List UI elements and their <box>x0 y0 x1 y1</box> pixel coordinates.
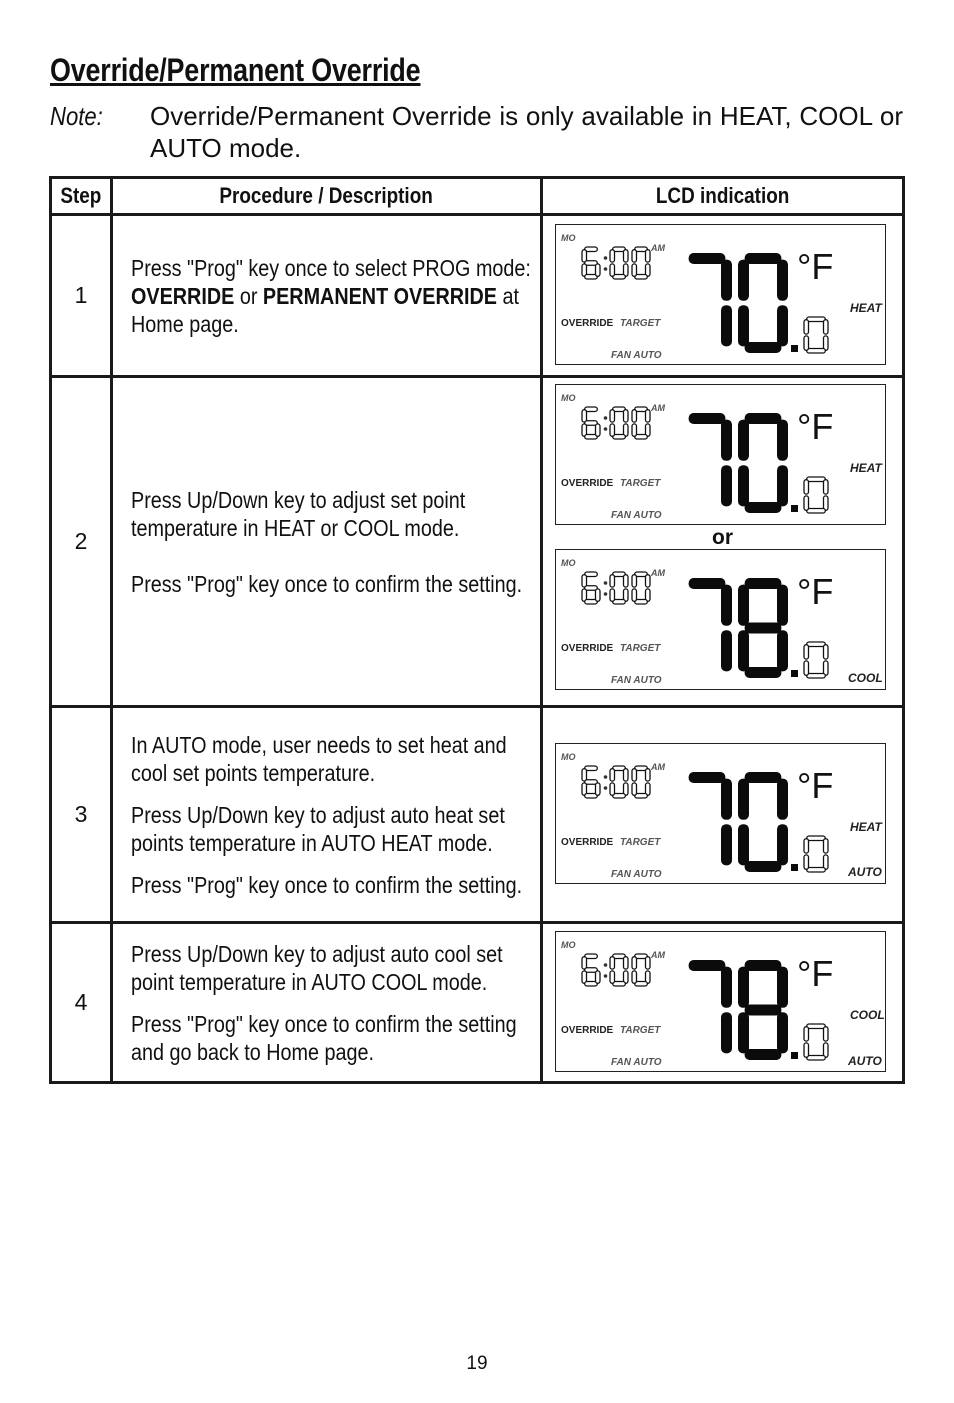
time-digit <box>632 766 650 798</box>
step-number: 1 <box>51 215 112 377</box>
lcd-cell <box>542 377 904 707</box>
fan-label: FAN AUTO <box>611 869 662 880</box>
desc-paragraph: Press Up/Down key to adjust set point temperature in HEAT or COOL mode. <box>131 486 466 541</box>
unit-label: °F <box>797 406 834 447</box>
unit-label: °F <box>797 953 834 994</box>
step-description <box>112 923 542 1083</box>
target-label: TARGET <box>620 1025 661 1036</box>
desc-paragraph: Press "Prog" key once to confirm the setting. <box>131 570 523 597</box>
unit-label: °F <box>797 246 834 287</box>
temp-decimal-digit <box>804 317 828 353</box>
temp-decimal-digit <box>804 1024 828 1060</box>
temp-digit <box>738 253 788 353</box>
temp-decimal-digit <box>804 836 828 872</box>
step-description <box>112 377 542 707</box>
desc-paragraph: In AUTO mode, user needs to set heat and cool set points temperature. <box>131 731 507 786</box>
lcd-display <box>555 549 886 690</box>
lcd-cell <box>542 707 904 923</box>
override-label: OVERRIDE <box>561 643 614 654</box>
table-row <box>51 923 904 1083</box>
override-label: OVERRIDE <box>561 478 614 489</box>
lcd-cell <box>542 923 904 1083</box>
day-label: MO <box>561 752 576 762</box>
ampm-label: AM <box>651 762 665 772</box>
day-label: MO <box>561 558 576 568</box>
procedure-table <box>49 176 905 1084</box>
time-digit <box>610 407 628 439</box>
time-readout <box>582 572 650 604</box>
target-label: TARGET <box>620 837 661 848</box>
override-label: OVERRIDE <box>561 1025 614 1036</box>
time-readout <box>582 407 650 439</box>
fan-label: FAN AUTO <box>611 510 662 521</box>
target-label: TARGET <box>620 478 661 489</box>
day-label: MO <box>561 940 576 950</box>
mode-top-label: HEAT <box>850 820 882 834</box>
step-number: 4 <box>51 923 112 1083</box>
time-readout <box>582 766 650 798</box>
ampm-label: AM <box>651 568 665 578</box>
time-digit <box>582 407 600 439</box>
step-description: Press "Prog" key once to select PROG mode: OVERRIDE or PERMANENT OVERRIDE at Home page. <box>112 215 542 377</box>
header-procedure: Procedure / Description <box>112 178 542 215</box>
lcd-display <box>555 931 886 1072</box>
temp-decimal-digit <box>804 642 828 678</box>
fan-label: FAN AUTO <box>611 350 662 361</box>
lcd-display <box>555 224 886 365</box>
mode-top-label: HEAT <box>850 461 882 475</box>
table-header-row <box>51 178 904 215</box>
page-title: Override/Permanent Override <box>50 52 421 88</box>
time-digit <box>632 572 650 604</box>
time-digit <box>582 954 600 986</box>
unit-label: °F <box>797 571 834 612</box>
time-digit <box>610 954 628 986</box>
step-number: 3 <box>51 707 112 923</box>
override-label: OVERRIDE <box>561 837 614 848</box>
unit-label: °F <box>797 765 834 806</box>
step-description <box>112 707 542 923</box>
temp-digit <box>738 960 788 1060</box>
ampm-label: AM <box>651 950 665 960</box>
desc-paragraph: Press Up/Down key to adjust auto heat set points temperature in AUTO HEAT mode. <box>131 801 505 856</box>
mode-top-label: COOL <box>850 1008 885 1022</box>
mode-bottom-label: AUTO <box>848 1054 882 1068</box>
time-digit <box>610 766 628 798</box>
lcd-display <box>555 743 886 884</box>
desc-paragraph: Press "Prog" key once to confirm the setting. <box>131 871 523 898</box>
header-step: Step <box>51 178 112 215</box>
temp-digit <box>689 960 732 1053</box>
fan-label: FAN AUTO <box>611 675 662 686</box>
table-row <box>51 377 904 707</box>
day-label: MO <box>561 393 576 403</box>
temp-digit <box>738 772 788 872</box>
note-label: Note: <box>50 101 103 131</box>
page-number: 19 <box>466 1353 488 1374</box>
fan-label: FAN AUTO <box>611 1057 662 1068</box>
lcd-cell <box>542 215 904 377</box>
ampm-label: AM <box>651 243 665 253</box>
time-readout <box>582 247 650 279</box>
note-text: Override/Permanent Override is only available in HEAT, COOL or AUTO mode. <box>150 101 903 163</box>
step-number: 2 <box>51 377 112 707</box>
temp-digit <box>689 772 732 865</box>
time-digit <box>582 247 600 279</box>
target-label: TARGET <box>620 318 661 329</box>
ampm-label: AM <box>651 403 665 413</box>
lcd-display <box>555 384 886 525</box>
mode-bottom-label: AUTO <box>848 865 882 879</box>
mode-top-label: HEAT <box>850 301 882 315</box>
target-label: TARGET <box>620 643 661 654</box>
time-digit <box>632 954 650 986</box>
or-label: or <box>712 526 733 549</box>
day-label: MO <box>561 233 576 243</box>
table-row <box>51 215 904 377</box>
header-lcd: LCD indication <box>542 178 904 215</box>
mode-bottom-label: COOL <box>848 671 883 685</box>
temp-digit <box>689 253 732 346</box>
desc-paragraph: Press "Prog" key once to confirm the setting and go back to Home page. <box>131 1010 517 1065</box>
table-row <box>51 707 904 923</box>
temp-digit <box>738 413 788 513</box>
time-digit <box>610 572 628 604</box>
temp-digit <box>689 578 732 671</box>
time-digit <box>632 407 650 439</box>
time-readout <box>582 954 650 986</box>
time-digit <box>610 247 628 279</box>
temp-digit <box>738 578 788 678</box>
time-digit <box>632 247 650 279</box>
time-digit <box>582 572 600 604</box>
time-digit <box>582 766 600 798</box>
override-label: OVERRIDE <box>561 318 614 329</box>
temp-digit <box>689 413 732 506</box>
temp-decimal-digit <box>804 477 828 513</box>
desc-paragraph: Press Up/Down key to adjust auto cool set point temperature in AUTO COOL mode. <box>131 940 503 995</box>
